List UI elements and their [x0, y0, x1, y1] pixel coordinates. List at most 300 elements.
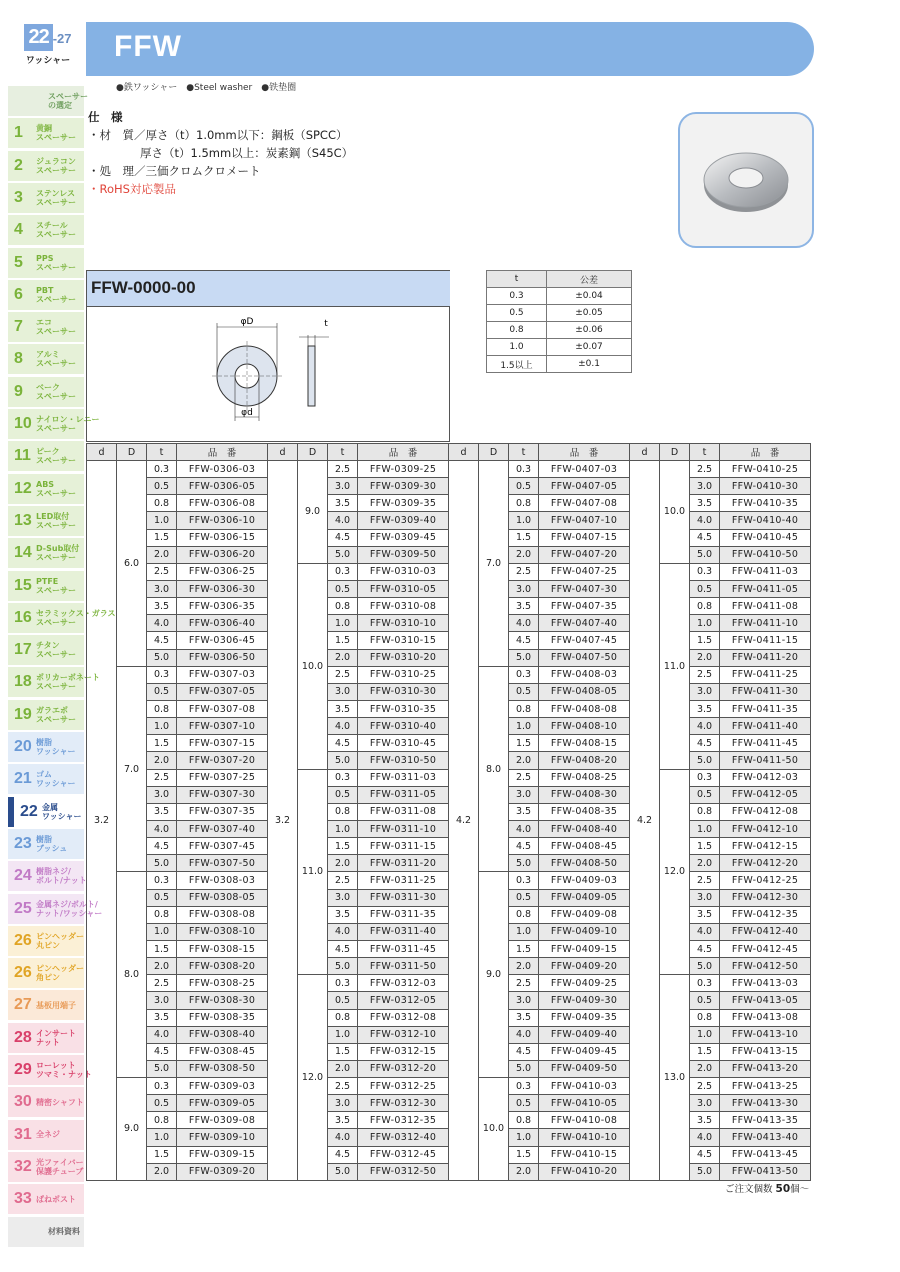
thickness-cell: 4.5 [509, 632, 539, 649]
thickness-cell: 0.3 [147, 666, 177, 683]
thickness-cell: 2.0 [509, 958, 539, 975]
sidebar-item-label: 樹脂 ブッシュ [36, 834, 68, 853]
part-number-cell: FFW-0312-30 [358, 1095, 449, 1112]
part-number-cell: FFW-0413-35 [720, 1112, 811, 1129]
part-number-cell: FFW-0312-45 [358, 1146, 449, 1163]
thickness-cell: 1.0 [509, 512, 539, 529]
header-D: D [117, 444, 147, 461]
part-number-cell: FFW-0410-05 [539, 1095, 630, 1112]
thickness-cell: 5.0 [509, 855, 539, 872]
header-t: t [690, 444, 720, 461]
title-banner [86, 22, 814, 76]
outer-diameter-cell: 9.0 [298, 461, 328, 564]
outer-diameter-cell: 8.0 [117, 872, 147, 1078]
tol-row [487, 356, 632, 373]
sidebar-item-number: 9 [14, 382, 23, 400]
sidebar-item-number: 28 [14, 1028, 32, 1046]
thickness-cell: 3.5 [328, 700, 358, 717]
thickness-cell: 3.5 [147, 1009, 177, 1026]
tol-thickness: 1.5以上 [487, 356, 547, 373]
thickness-cell: 3.0 [690, 478, 720, 495]
part-number-cell: FFW-0413-40 [720, 1129, 811, 1146]
section-label: ワッシャー [25, 56, 71, 66]
part-number-cell: FFW-0306-05 [177, 478, 268, 495]
thickness-cell: 5.0 [328, 546, 358, 563]
thickness-cell: 2.0 [328, 649, 358, 666]
thickness-cell: 0.5 [147, 683, 177, 700]
product-photo [678, 112, 814, 248]
outer-diameter-cell: 8.0 [479, 666, 509, 872]
sidebar-item-23[interactable] [8, 829, 84, 859]
part-number-cell: FFW-0412-20 [720, 855, 811, 872]
thickness-cell: 3.0 [509, 992, 539, 1009]
sidebar-item-1[interactable] [8, 118, 84, 148]
tol-value: ±0.04 [547, 288, 632, 305]
header-D: D [479, 444, 509, 461]
thickness-cell: 1.5 [328, 632, 358, 649]
thickness-cell: 2.5 [509, 769, 539, 786]
part-number-cell: FFW-0409-20 [539, 958, 630, 975]
part-number-cell: FFW-0409-50 [539, 1060, 630, 1077]
thickness-cell: 2.0 [147, 1163, 177, 1180]
part-number-cell: FFW-0409-10 [539, 923, 630, 940]
sidebar-item-label: PBT スペーサー [36, 285, 76, 304]
sidebar-item-label: ナイロン・レニー スペーサー [36, 415, 100, 433]
thickness-cell: 2.5 [509, 563, 539, 580]
part-number-cell: FFW-0410-03 [539, 1078, 630, 1095]
part-number-cell: FFW-0411-10 [720, 615, 811, 632]
part-number-cell: FFW-0312-08 [358, 1009, 449, 1026]
thickness-cell: 2.5 [147, 975, 177, 992]
page-indicator [14, 22, 82, 72]
part-number-cell: FFW-0411-45 [720, 735, 811, 752]
part-number-cell: FFW-0408-50 [539, 855, 630, 872]
part-number-cell: FFW-0407-45 [539, 632, 630, 649]
thickness-cell: 4.0 [328, 718, 358, 735]
sidebar-item-6[interactable] [8, 280, 84, 310]
part-number-cell: FFW-0309-20 [177, 1163, 268, 1180]
thickness-cell: 5.0 [328, 958, 358, 975]
thickness-cell: 3.0 [328, 478, 358, 495]
sidebar-item-29[interactable] [8, 1023, 84, 1053]
sidebar-item-19[interactable] [8, 700, 84, 730]
thickness-cell: 2.0 [509, 752, 539, 769]
part-number-cell: FFW-0408-35 [539, 803, 630, 820]
sidebar-item-4[interactable] [8, 215, 84, 245]
thickness-cell: 1.0 [328, 1026, 358, 1043]
part-number-cell: FFW-0408-10 [539, 718, 630, 735]
outer-diameter-cell: 9.0 [479, 872, 509, 1078]
thickness-cell: 1.5 [147, 940, 177, 957]
thickness-cell: 4.5 [690, 1146, 720, 1163]
tol-row [487, 322, 632, 339]
part-number-cell: FFW-0311-30 [358, 889, 449, 906]
thickness-cell: 1.0 [690, 615, 720, 632]
thickness-cell: 0.5 [147, 1095, 177, 1112]
thickness-cell: 0.5 [147, 889, 177, 906]
sidebar-item-18[interactable] [8, 667, 100, 697]
part-number-cell: FFW-0407-15 [539, 529, 630, 546]
outer-diameter-cell: 11.0 [298, 769, 328, 975]
sidebar-item-22[interactable] [8, 797, 84, 827]
thickness-cell: 0.3 [690, 563, 720, 580]
sidebar-item-number: 25 [14, 899, 32, 917]
part-number-cell: FFW-0309-15 [177, 1146, 268, 1163]
sidebar-item-label: アルミ スペーサー [36, 350, 76, 369]
sidebar-item-31[interactable] [8, 1087, 84, 1117]
part-number-cell: FFW-0407-30 [539, 580, 630, 597]
thickness-cell: 4.5 [509, 1043, 539, 1060]
part-number-cell: FFW-0309-08 [177, 1112, 268, 1129]
thickness-cell: 4.5 [690, 940, 720, 957]
thickness-cell: 3.0 [147, 992, 177, 1009]
part-number-cell: FFW-0312-10 [358, 1026, 449, 1043]
sidebar-item-number: 31 [14, 1125, 32, 1143]
thickness-cell: 0.8 [328, 1009, 358, 1026]
order-quantity-note [725, 1181, 809, 1195]
sidebar-item-number: 24 [14, 867, 32, 885]
part-number-cell: FFW-0410-40 [720, 512, 811, 529]
thickness-cell: 4.0 [328, 512, 358, 529]
sidebar-item-11[interactable] [8, 441, 84, 471]
thickness-cell: 3.0 [147, 786, 177, 803]
part-number-cell: FFW-0411-15 [720, 632, 811, 649]
part-number-cell: FFW-0409-25 [539, 975, 630, 992]
sidebar-item-14[interactable] [8, 538, 84, 568]
sidebar-item-label: 樹脂 ワッシャー [36, 738, 76, 756]
part-number-cell: FFW-0310-05 [358, 580, 449, 597]
label-inner-diameter: φd [241, 408, 253, 418]
thickness-cell: 3.5 [509, 598, 539, 615]
part-number-cell: FFW-0408-20 [539, 752, 630, 769]
sidebar-item-label: ガラエポ スペーサー [36, 705, 76, 724]
sidebar-item-3[interactable] [8, 183, 84, 213]
sidebar-item-label: ピンヘッダー 丸ピン [36, 931, 84, 950]
part-number-cell: FFW-0409-08 [539, 906, 630, 923]
sidebar-item-27[interactable] [8, 958, 84, 988]
part-number-cell: FFW-0413-15 [720, 1043, 811, 1060]
thickness-cell: 0.3 [147, 1078, 177, 1095]
table-row [87, 461, 811, 478]
part-number-cell: FFW-0311-40 [358, 923, 449, 940]
outer-diameter-cell: 12.0 [298, 975, 328, 1181]
thickness-cell: 0.3 [328, 563, 358, 580]
tol-value: ±0.07 [547, 339, 632, 356]
sidebar-item-number: 33 [14, 1190, 32, 1208]
sidebar-item-label: LED取付 スペーサー [36, 511, 76, 530]
thickness-cell: 4.0 [690, 1129, 720, 1146]
outer-diameter-cell: 12.0 [660, 769, 690, 975]
part-number-cell: FFW-0306-03 [177, 461, 268, 478]
sidebar-item-10[interactable] [8, 409, 100, 439]
product-title: FFW [114, 30, 182, 63]
thickness-cell: 0.5 [328, 992, 358, 1009]
thickness-cell: 0.3 [147, 872, 177, 889]
sidebar-item-number: 13 [14, 511, 32, 529]
thickness-cell: 2.5 [690, 872, 720, 889]
sidebar-item-number: 26 [14, 931, 32, 949]
thickness-cell: 0.8 [147, 906, 177, 923]
sidebar-item-number: 26 [14, 964, 32, 982]
part-number-cell: FFW-0407-20 [539, 546, 630, 563]
sidebar-item-number: 11 [14, 447, 31, 465]
part-number-cell: FFW-0308-35 [177, 1009, 268, 1026]
washer-diagram [87, 307, 451, 443]
sidebar-item-label: ゴム ワッシャー [36, 770, 76, 789]
thickness-cell: 5.0 [690, 1163, 720, 1180]
tol-row [487, 339, 632, 356]
sidebar-item-label: 黄銅 スペーサー [36, 124, 76, 143]
part-number-cell: FFW-0413-30 [720, 1095, 811, 1112]
thickness-cell: 0.5 [509, 889, 539, 906]
part-number-cell: FFW-0410-25 [720, 461, 811, 478]
part-number-cell: FFW-0306-30 [177, 580, 268, 597]
sidebar-item-number: 15 [14, 576, 32, 594]
sidebar-item-34[interactable] [8, 1184, 84, 1214]
part-number-cell: FFW-0413-05 [720, 992, 811, 1009]
thickness-cell: 1.5 [509, 529, 539, 546]
part-number-cell: FFW-0310-15 [358, 632, 449, 649]
thickness-cell: 0.5 [509, 478, 539, 495]
part-number-cell: FFW-0312-20 [358, 1060, 449, 1077]
tol-thickness: 1.0 [487, 339, 547, 356]
spec-finish: ・処 理／三価クロムクロメート [88, 164, 261, 178]
thickness-cell: 1.0 [147, 512, 177, 529]
sidebar-item-number: 22 [20, 802, 38, 820]
part-number-cell: FFW-0408-40 [539, 820, 630, 837]
thickness-cell: 1.0 [690, 820, 720, 837]
sidebar-item-label: 精密シャフト [36, 1097, 84, 1107]
product-subtitle: ●鉄ワッシャー ●Steel washer ●铁垫圈 [116, 83, 297, 93]
sidebar-item-26[interactable] [8, 926, 84, 956]
part-number-cell: FFW-0308-25 [177, 975, 268, 992]
sidebar-item-13[interactable] [8, 506, 84, 536]
sidebar-item-35[interactable] [8, 1217, 84, 1247]
tol-header-t: t [487, 271, 547, 288]
thickness-cell: 4.0 [147, 615, 177, 632]
sidebar-item-label: ピーク スペーサー [36, 447, 76, 466]
inner-diameter-cell: 3.2 [268, 461, 298, 1181]
part-number-cell: FFW-0408-15 [539, 735, 630, 752]
header-part-number: 品 番 [177, 444, 268, 461]
part-number-cell: FFW-0307-35 [177, 803, 268, 820]
sidebar-item-24[interactable] [8, 861, 87, 891]
part-number-cell: FFW-0307-10 [177, 718, 268, 735]
tol-value: ±0.1 [547, 356, 632, 373]
part-number-cell: FFW-0408-08 [539, 700, 630, 717]
sidebar-item-2[interactable] [8, 151, 84, 181]
part-number-cell: FFW-0310-35 [358, 700, 449, 717]
thickness-cell: 5.0 [690, 546, 720, 563]
thickness-cell: 2.5 [690, 461, 720, 478]
part-number-cell: FFW-0307-40 [177, 820, 268, 837]
thickness-cell: 5.0 [328, 1163, 358, 1180]
thickness-cell: 0.3 [509, 461, 539, 478]
part-number-cell: FFW-0309-03 [177, 1078, 268, 1095]
thickness-cell: 4.5 [690, 529, 720, 546]
thickness-cell: 1.5 [328, 838, 358, 855]
part-number-cell: FFW-0410-50 [720, 546, 811, 563]
sidebar-item-0[interactable] [8, 86, 88, 116]
thickness-cell: 4.0 [328, 1129, 358, 1146]
part-number-cell: FFW-0310-50 [358, 752, 449, 769]
sidebar-item-label: 金属 ワッシャー [42, 802, 82, 821]
thickness-cell: 2.5 [147, 563, 177, 580]
sidebar-item-16[interactable] [8, 603, 116, 633]
part-number-cell: FFW-0411-30 [720, 683, 811, 700]
thickness-cell: 2.0 [509, 546, 539, 563]
sidebar-item-32[interactable] [8, 1120, 84, 1150]
sidebar-item-25[interactable] [8, 894, 103, 924]
part-number-cell: FFW-0310-30 [358, 683, 449, 700]
thickness-cell: 1.5 [690, 1043, 720, 1060]
part-number-cell: FFW-0411-20 [720, 649, 811, 666]
part-number-cell: FFW-0306-15 [177, 529, 268, 546]
thickness-cell: 2.0 [690, 1060, 720, 1077]
thickness-cell: 3.5 [328, 495, 358, 512]
part-number-cell: FFW-0310-08 [358, 598, 449, 615]
part-number-cell: FFW-0307-08 [177, 700, 268, 717]
sidebar-item-12[interactable] [8, 474, 84, 504]
sidebar-item-number: 12 [14, 479, 32, 497]
part-number-cell: FFW-0411-03 [720, 563, 811, 580]
sidebar-item-number: 18 [14, 673, 32, 691]
thickness-cell: 3.0 [509, 580, 539, 597]
part-number-cell: FFW-0412-10 [720, 820, 811, 837]
thickness-cell: 3.5 [509, 803, 539, 820]
part-number-cell: FFW-0410-35 [720, 495, 811, 512]
part-number-cell: FFW-0413-08 [720, 1009, 811, 1026]
thickness-cell: 2.5 [147, 769, 177, 786]
thickness-cell: 3.5 [328, 1112, 358, 1129]
outer-diameter-cell: 10.0 [298, 563, 328, 769]
thickness-cell: 2.0 [328, 855, 358, 872]
part-number-cell: FFW-0306-25 [177, 563, 268, 580]
tol-value: ±0.05 [547, 305, 632, 322]
part-number-cell: FFW-0310-40 [358, 718, 449, 735]
dimension-drawing [86, 270, 450, 442]
part-number-cell: FFW-0407-35 [539, 598, 630, 615]
sidebar-item-21[interactable] [8, 764, 84, 794]
sidebar-item-8[interactable] [8, 344, 84, 374]
order-unit: 個〜 [790, 1184, 810, 1195]
thickness-cell: 4.5 [328, 940, 358, 957]
sidebar-item-number: 23 [14, 834, 32, 852]
sidebar-item-label: PTFE スペーサー [36, 576, 76, 595]
part-number-cell: FFW-0408-03 [539, 666, 630, 683]
header-part-number: 品 番 [539, 444, 630, 461]
header-t: t [509, 444, 539, 461]
sidebar-item-label: ベーク スペーサー [36, 382, 76, 401]
thickness-cell: 0.3 [509, 872, 539, 889]
thickness-cell: 0.8 [509, 1112, 539, 1129]
part-number-cell: FFW-0306-10 [177, 512, 268, 529]
sidebar-item-17[interactable] [8, 635, 84, 665]
sidebar-item-number: 19 [14, 705, 32, 723]
sidebar-item-15[interactable] [8, 571, 84, 601]
part-number-cell: FFW-0309-45 [358, 529, 449, 546]
sidebar-item-33[interactable] [8, 1152, 84, 1182]
sidebar-item-label: セラミックス・ガラス スペーサー [36, 608, 116, 627]
thickness-cell: 1.5 [690, 838, 720, 855]
part-number-cell: FFW-0307-30 [177, 786, 268, 803]
part-number-cell: FFW-0312-05 [358, 992, 449, 1009]
inner-diameter-cell: 4.2 [630, 461, 660, 1181]
sidebar-item-28[interactable] [8, 990, 84, 1020]
thickness-cell: 3.5 [690, 1112, 720, 1129]
sidebar-item-9[interactable] [8, 377, 84, 407]
thickness-cell: 1.5 [147, 1146, 177, 1163]
part-number-cell: FFW-0307-03 [177, 666, 268, 683]
sidebar-item-label: インサート ナット [36, 1028, 76, 1047]
thickness-cell: 5.0 [328, 752, 358, 769]
sidebar-item-label: ローレット ツマミ・ナット [36, 1061, 92, 1079]
thickness-cell: 1.5 [328, 1043, 358, 1060]
sidebar-item-number: 4 [14, 221, 23, 239]
thickness-cell: 0.8 [328, 803, 358, 820]
part-number-cell: FFW-0309-50 [358, 546, 449, 563]
part-number-cell: FFW-0413-50 [720, 1163, 811, 1180]
sidebar-item-number: 29 [14, 1061, 32, 1078]
sidebar-item-20[interactable] [8, 732, 84, 762]
thickness-cell: 1.0 [509, 923, 539, 940]
part-number-cell: FFW-0312-50 [358, 1163, 449, 1180]
part-number-cell: FFW-0308-20 [177, 958, 268, 975]
part-number-cell: FFW-0308-30 [177, 992, 268, 1009]
part-number-cell: FFW-0311-35 [358, 906, 449, 923]
thickness-cell: 0.8 [509, 906, 539, 923]
part-number-cell: FFW-0309-05 [177, 1095, 268, 1112]
sidebar-item-number: 5 [14, 253, 23, 271]
sidebar-item-label: 樹脂ネジ/ ボルト/ナット [36, 867, 87, 886]
tol-value: ±0.06 [547, 322, 632, 339]
thickness-cell: 3.5 [328, 906, 358, 923]
thickness-cell: 5.0 [509, 649, 539, 666]
header-d: d [268, 444, 298, 461]
header-d: d [630, 444, 660, 461]
part-number-cell: FFW-0407-50 [539, 649, 630, 666]
part-number-cell: FFW-0311-05 [358, 786, 449, 803]
thickness-cell: 1.5 [690, 632, 720, 649]
part-number-cell: FFW-0410-30 [720, 478, 811, 495]
part-number-cell: FFW-0412-05 [720, 786, 811, 803]
part-number-cell: FFW-0412-25 [720, 872, 811, 889]
tol-thickness: 0.3 [487, 288, 547, 305]
sidebar-item-label: ピンヘッダー 角ピン [36, 964, 84, 983]
header-D: D [298, 444, 328, 461]
thickness-cell: 2.5 [328, 461, 358, 478]
sidebar-item-7[interactable] [8, 312, 84, 342]
sidebar-item-label: 全ネジ [36, 1130, 60, 1140]
inner-diameter-cell: 3.2 [87, 461, 117, 1181]
part-number-cell: FFW-0409-05 [539, 889, 630, 906]
part-number-cell: FFW-0409-30 [539, 992, 630, 1009]
sidebar-item-label: 基板用端子 [36, 1000, 76, 1010]
thickness-cell: 4.5 [690, 735, 720, 752]
thickness-cell: 2.5 [328, 666, 358, 683]
part-number-cell: FFW-0407-40 [539, 615, 630, 632]
sidebar-item-5[interactable] [8, 248, 84, 278]
part-number-cell: FFW-0407-25 [539, 563, 630, 580]
part-number-cell: FFW-0306-40 [177, 615, 268, 632]
thickness-cell: 3.0 [690, 889, 720, 906]
thickness-cell: 2.0 [328, 1060, 358, 1077]
sidebar-item-30[interactable] [8, 1055, 92, 1085]
order-qty: 50 [775, 1183, 791, 1195]
part-number-cell: FFW-0411-50 [720, 752, 811, 769]
sidebar-item-number: 32 [14, 1157, 32, 1175]
thickness-cell: 3.0 [328, 889, 358, 906]
